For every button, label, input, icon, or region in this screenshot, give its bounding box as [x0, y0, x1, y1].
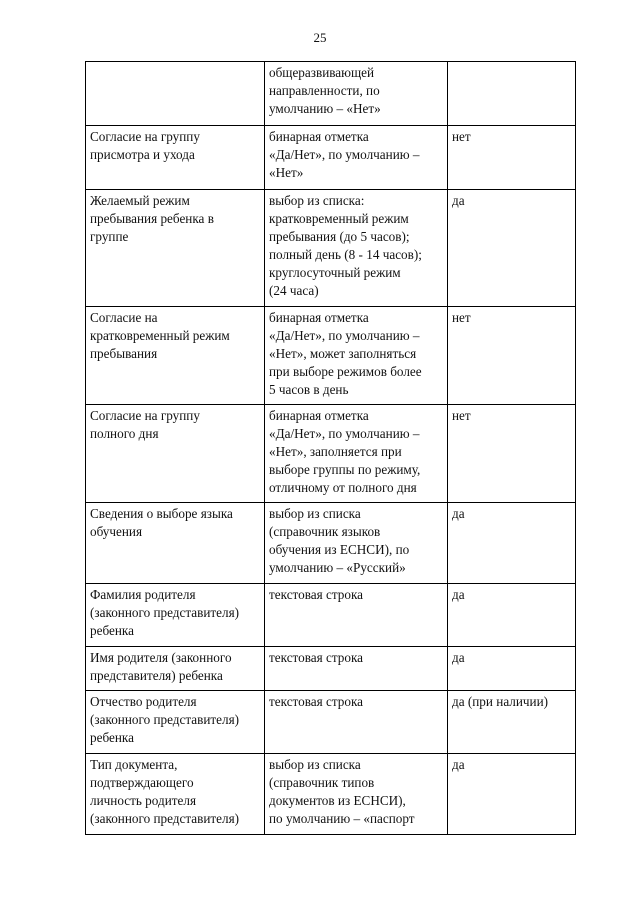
field-required-cell: нет: [448, 126, 576, 190]
field-name-cell: Согласие на группу присмотра и ухода: [86, 126, 265, 190]
field-name-cell: Отчество родителя (законного представителя) ребенка: [86, 691, 265, 754]
field-type-cell: бинарная отметка «Да/Нет», по умолчанию – «Нет», заполняется при выборе группы по режиму, отличному от полного дня: [265, 405, 448, 503]
table-row: [86, 754, 576, 835]
field-name-cell: Сведения о выборе языка обучения: [86, 503, 265, 584]
table-row: [86, 307, 576, 405]
field-type-cell: бинарная отметка «Да/Нет», по умолчанию – «Нет»: [265, 126, 448, 190]
field-name-cell: Согласие на группу полного дня: [86, 405, 265, 503]
field-required-cell: нет: [448, 405, 576, 503]
field-type-cell: общеразвивающей направленности, по умолчанию – «Нет»: [265, 62, 448, 126]
field-name-cell: Имя родителя (законного представителя) ребенка: [86, 647, 265, 691]
field-required-cell: да (при наличии): [448, 691, 576, 754]
table-row: [86, 691, 576, 754]
table-row: [86, 62, 576, 126]
field-type-cell: текстовая строка: [265, 647, 448, 691]
field-name-cell: Желаемый режим пребывания ребенка в группе: [86, 190, 265, 307]
field-type-cell: выбор из списка (справочник языков обучения из ЕСНСИ), по умолчанию – «Русский»: [265, 503, 448, 584]
field-name-cell: Тип документа, подтверждающего личность родителя (законного представителя): [86, 754, 265, 835]
table-row: [86, 190, 576, 307]
page-number: 25: [313, 30, 327, 45]
field-required-cell: да: [448, 503, 576, 584]
field-type-cell: выбор из списка: кратковременный режим пребывания (до 5 часов); полный день (8 - 14 часов); круглосуточный режим (24 часа): [265, 190, 448, 307]
table-row: [86, 647, 576, 691]
table-row: [86, 126, 576, 190]
field-required-cell: да: [448, 190, 576, 307]
field-type-cell: текстовая строка: [265, 584, 448, 647]
table-row: [86, 503, 576, 584]
field-type-cell: выбор из списка (справочник типов документов из ЕСНСИ), по умолчанию – «паспорт: [265, 754, 448, 835]
field-required-cell: да: [448, 584, 576, 647]
field-name-cell: Фамилия родителя (законного представителя) ребенка: [86, 584, 265, 647]
fields-table: [85, 61, 576, 835]
table-row: [86, 584, 576, 647]
table-row: [86, 405, 576, 503]
field-name-cell: [86, 62, 265, 126]
field-required-cell: нет: [448, 307, 576, 405]
field-type-cell: текстовая строка: [265, 691, 448, 754]
field-name-cell: Согласие на кратковременный режим пребывания: [86, 307, 265, 405]
field-required-cell: да: [448, 647, 576, 691]
field-required-cell: [448, 62, 576, 126]
field-required-cell: да: [448, 754, 576, 835]
field-type-cell: бинарная отметка «Да/Нет», по умолчанию – «Нет», может заполняться при выборе режимов более 5 часов в день: [265, 307, 448, 405]
